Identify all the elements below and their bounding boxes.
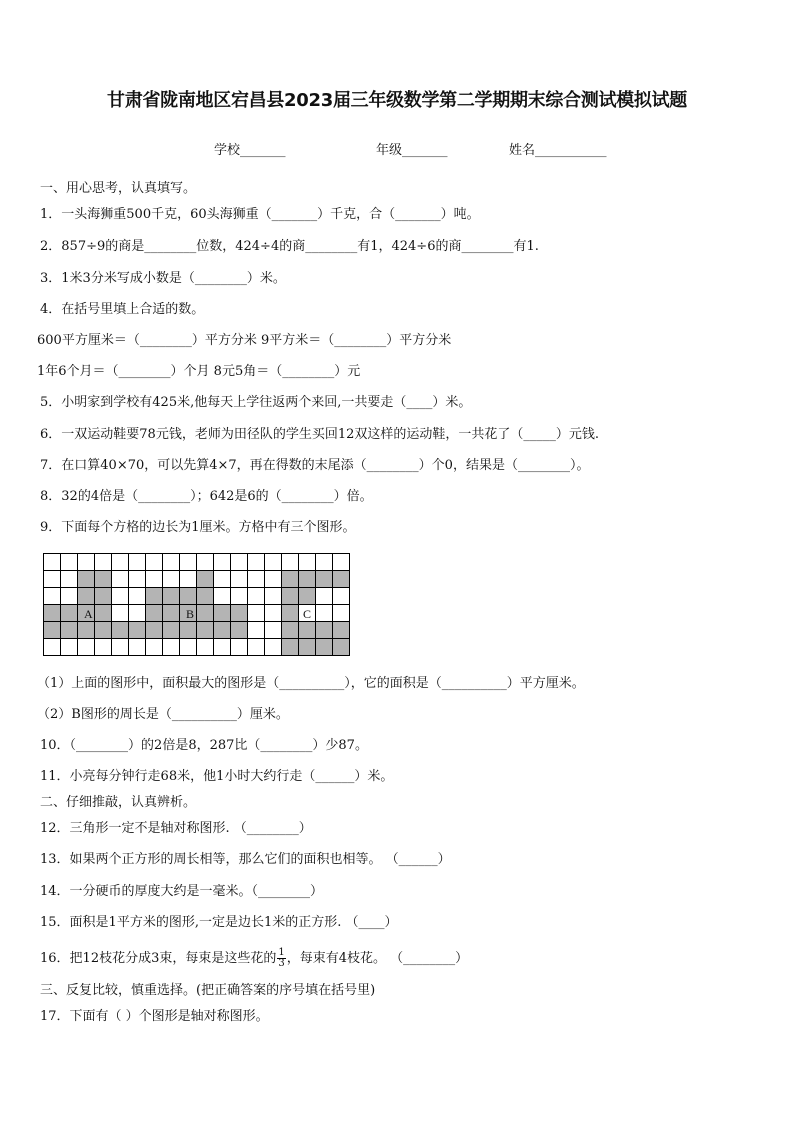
grid-cell-filled xyxy=(146,588,163,605)
question-16 xyxy=(40,948,468,969)
grid-cell-filled xyxy=(231,622,248,639)
grid-cell xyxy=(44,554,61,571)
grid-cell xyxy=(95,554,112,571)
grid-cell-filled xyxy=(112,622,129,639)
grid-cell xyxy=(129,571,146,588)
grid-cell xyxy=(180,571,197,588)
grid-cell xyxy=(299,554,316,571)
grid-cell-filled xyxy=(146,622,163,639)
grid-cell xyxy=(129,639,146,656)
grid-cell xyxy=(333,605,350,622)
grid-cell-filled xyxy=(197,571,214,588)
grid-cell-filled xyxy=(316,639,333,656)
fraction-denominator: 3 xyxy=(278,958,285,969)
grid-cell xyxy=(163,571,180,588)
grid-cell xyxy=(112,571,129,588)
grid-cell xyxy=(265,622,282,639)
grid-cell-filled xyxy=(333,571,350,588)
grid-cell xyxy=(231,639,248,656)
question-15: 15．面积是1平方米的图形,一定是边长1米的正方形. （____） xyxy=(40,915,398,930)
grid-cell-filled xyxy=(299,588,316,605)
grid-cell-filled xyxy=(129,622,146,639)
question-9-part-1: （1）上面的图形中，面积最大的图形是（__________），它的面积是（__________）平方厘米。 xyxy=(37,676,585,691)
grid-cell-filled xyxy=(299,639,316,656)
question-5: 5．小明家到学校有425米,他每天上学往返两个来回,一共要走（____）米。 xyxy=(40,395,472,410)
grid-cell xyxy=(265,554,282,571)
grid-cell-filled xyxy=(95,571,112,588)
grid-cell xyxy=(231,588,248,605)
grid-cell-filled xyxy=(214,605,231,622)
grid-cell xyxy=(112,588,129,605)
grid-cell-filled xyxy=(44,605,61,622)
grid-cell xyxy=(95,639,112,656)
grid-cell-filled xyxy=(231,605,248,622)
grid-cell-filled xyxy=(146,605,163,622)
question-9: 9．下面每个方格的边长为1厘米。方格中有三个图形。 xyxy=(40,520,356,535)
section-heading-3: 三、反复比较，慎重选择。(把正确答案的序号填在括号里) xyxy=(40,983,376,998)
grid-cell xyxy=(248,554,265,571)
grid-cell-filled xyxy=(78,571,95,588)
grid-cell xyxy=(265,588,282,605)
grid-cell xyxy=(44,588,61,605)
grid-cell xyxy=(231,554,248,571)
grid-cell xyxy=(265,639,282,656)
question-8: 8．32的4倍是（________）；642是6的（________）倍。 xyxy=(40,489,373,504)
square-grid-figure xyxy=(43,553,350,656)
figure-label-b: B xyxy=(186,607,195,621)
question-9-part-2: （2）B图形的周长是（__________）厘米。 xyxy=(37,707,289,722)
grid-cell xyxy=(214,639,231,656)
question-6: 6．一双运动鞋要78元钱，老师为田径队的学生买回12双这样的运动鞋，一共花了（_____）元钱. xyxy=(40,427,599,442)
grid-cell xyxy=(214,588,231,605)
grid-cell xyxy=(333,588,350,605)
question-12: 12．三角形一定不是轴对称图形. （________） xyxy=(40,821,312,836)
grid-cell-filled xyxy=(61,605,78,622)
grid-cell-filled xyxy=(299,622,316,639)
grid-cell-filled xyxy=(180,622,197,639)
grid-cell xyxy=(129,554,146,571)
grid-cell xyxy=(197,639,214,656)
grid-cell xyxy=(44,571,61,588)
grid-cell-filled xyxy=(197,588,214,605)
question-11: 11．小亮每分钟行走68米，他1小时大约行走（______）米。 xyxy=(40,769,394,784)
grid-cell xyxy=(129,588,146,605)
grid-cell-filled xyxy=(282,571,299,588)
grid-cell-filled xyxy=(299,571,316,588)
grid-cell-filled xyxy=(316,571,333,588)
grid-cell xyxy=(146,554,163,571)
grid-cell xyxy=(180,554,197,571)
grid-cell xyxy=(248,605,265,622)
grid-cell xyxy=(146,639,163,656)
grid-cell-filled xyxy=(95,605,112,622)
grid-cell xyxy=(44,639,61,656)
grid-cell xyxy=(197,554,214,571)
question-13: 13．如果两个正方形的周长相等，那么它们的面积也相等。 （______） xyxy=(40,852,451,867)
grid-cell xyxy=(78,639,95,656)
question-14: 14．一分硬币的厚度大约是一毫米。（________） xyxy=(40,884,324,899)
question-4b: 1年6个月＝（________）个月 8元5角＝（________）元 xyxy=(37,364,361,379)
grid-cell-filled xyxy=(197,605,214,622)
grid-cell-filled xyxy=(214,622,231,639)
name-field: 姓名___________ xyxy=(509,143,607,158)
grid-cell xyxy=(146,571,163,588)
grid-cell-filled xyxy=(78,622,95,639)
grid-cell xyxy=(265,605,282,622)
grid-cell xyxy=(61,554,78,571)
section-heading-1: 一、用心思考，认真填写。 xyxy=(40,181,197,196)
question-10: 10．（________）的2倍是8，287比（________）少87。 xyxy=(40,738,368,753)
grid-cell xyxy=(265,571,282,588)
grid-cell xyxy=(163,554,180,571)
school-field: 学校_______ xyxy=(214,143,286,158)
grid-cell-filled xyxy=(61,622,78,639)
grid-cell-filled xyxy=(163,605,180,622)
grid-cell-filled xyxy=(282,605,299,622)
grid-cell xyxy=(333,554,350,571)
grid-cell-filled xyxy=(44,622,61,639)
grid-cell xyxy=(78,554,95,571)
grid-cell xyxy=(112,605,129,622)
grid-cell xyxy=(61,639,78,656)
grid-cell-filled xyxy=(333,639,350,656)
question-3: 3．1米3分米写成小数是（________）米。 xyxy=(40,271,286,286)
grid-cell xyxy=(282,554,299,571)
grid-cell xyxy=(214,554,231,571)
question-16-text-before: 16．把12枝花分成3束，每束是这些花的 xyxy=(40,951,277,966)
grid-cell xyxy=(163,639,180,656)
grid-cell-filled xyxy=(78,588,95,605)
question-16-text-after: ，每束有4枝花。 （________） xyxy=(286,951,469,966)
question-4a: 600平方厘米＝（________）平方分米 9平方米＝（________）平方分米 xyxy=(37,333,452,348)
grid-cell xyxy=(316,588,333,605)
question-2: 2．857÷9的商是________位数，424÷4的商________有1，424÷6的商________有1. xyxy=(40,239,539,254)
grid-cell xyxy=(316,605,333,622)
grid-cell xyxy=(129,605,146,622)
grid-cell xyxy=(231,571,248,588)
question-17: 17．下面有（ ）个图形是轴对称图形。 xyxy=(40,1009,269,1024)
section-heading-2: 二、仔细推敲，认真辨析。 xyxy=(40,795,197,810)
grid-cell xyxy=(61,571,78,588)
grid-cell xyxy=(180,639,197,656)
question-4: 4．在括号里填上合适的数。 xyxy=(40,302,205,317)
grid-cell xyxy=(112,554,129,571)
grid-cell-filled xyxy=(95,622,112,639)
question-7: 7．在口算40×70，可以先算4×7，再在得数的末尾添（________）个0，结果是（________）。 xyxy=(40,458,590,473)
figure-label-c: C xyxy=(303,607,312,621)
question-1: 1．一头海狮重500千克，60头海狮重（_______）千克，合（_______）吨。 xyxy=(40,207,480,222)
grade-field: 年级_______ xyxy=(376,143,448,158)
figure-label-a: A xyxy=(84,607,93,621)
grid-cell-filled xyxy=(163,622,180,639)
grid-cell-filled xyxy=(282,639,299,656)
grid-cell-filled xyxy=(333,622,350,639)
grid-cell xyxy=(248,622,265,639)
grid-cell-filled xyxy=(316,622,333,639)
fraction-one-third xyxy=(277,948,285,969)
grid-cell xyxy=(248,588,265,605)
grid-cell xyxy=(214,571,231,588)
grid-cell-filled xyxy=(163,588,180,605)
grid-cell-filled xyxy=(282,622,299,639)
grid-cell-filled xyxy=(282,588,299,605)
grid-cell xyxy=(248,571,265,588)
grid-cell xyxy=(112,639,129,656)
grid-cell xyxy=(61,588,78,605)
grid-cell-filled xyxy=(95,588,112,605)
page-title: 甘肃省陇南地区宕昌县2023届三年级数学第二学期期末综合测试模拟试题 xyxy=(107,90,687,111)
fraction-numerator: 1 xyxy=(278,947,285,958)
grid-cell xyxy=(316,554,333,571)
grid-cell-filled xyxy=(197,622,214,639)
grid-cell-filled xyxy=(180,588,197,605)
grid-cell xyxy=(248,639,265,656)
